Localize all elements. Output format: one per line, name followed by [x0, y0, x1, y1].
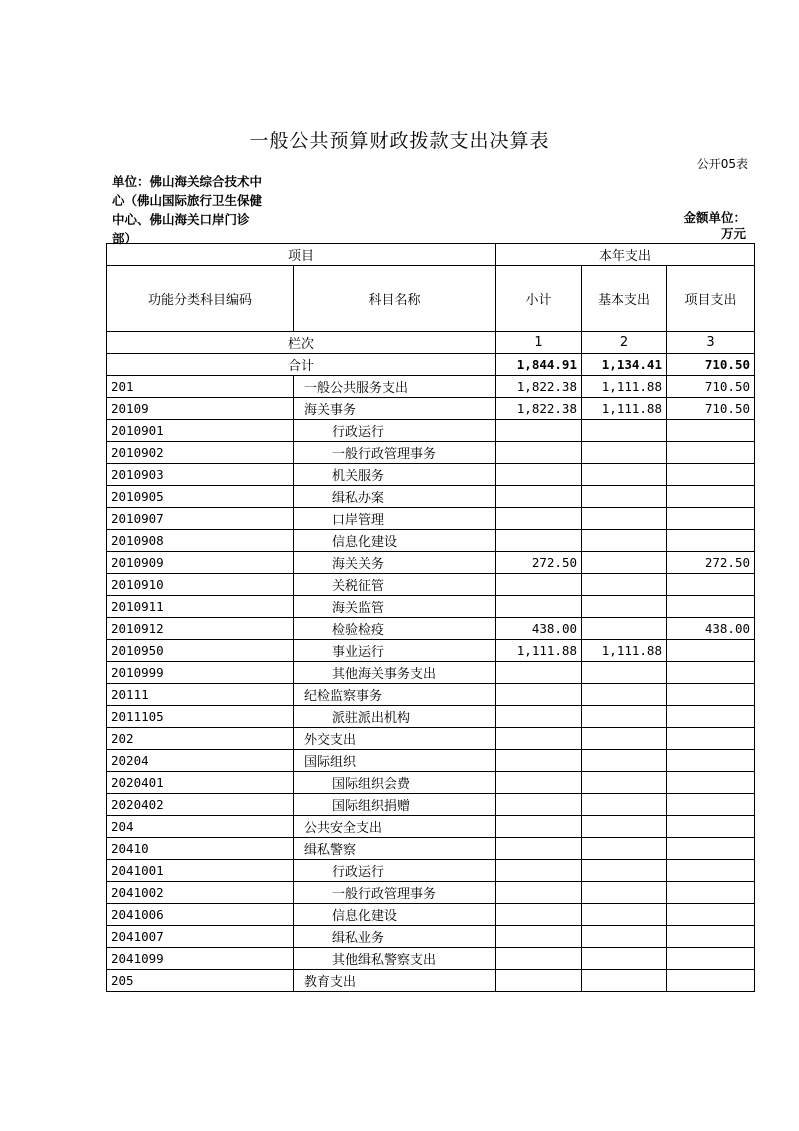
row-basic [582, 662, 667, 684]
row-subtotal [496, 662, 582, 684]
row-subtotal [496, 860, 582, 882]
row-project [667, 420, 755, 442]
row-project [667, 882, 755, 904]
table-row [107, 574, 755, 596]
row-project [667, 574, 755, 596]
table-row [107, 706, 755, 728]
row-subtotal [496, 596, 582, 618]
row-basic [582, 464, 667, 486]
row-project [667, 772, 755, 794]
expenditure-table [106, 243, 755, 992]
row-subtotal: 1,111.88 [496, 640, 582, 662]
header-current-year: 本年支出 [496, 244, 755, 266]
row-name: 行政运行 [294, 420, 496, 442]
row-name: 海关关务 [294, 552, 496, 574]
row-code: 2010950 [107, 640, 294, 662]
table-row [107, 838, 755, 860]
row-code: 20111 [107, 684, 294, 706]
row-code: 2041001 [107, 860, 294, 882]
header-project-exp: 项目支出 [667, 266, 755, 332]
table-row [107, 794, 755, 816]
table-row [107, 860, 755, 882]
column-number-3: 3 [667, 332, 755, 354]
page-title: 一般公共预算财政拨款支出决算表 [249, 130, 550, 152]
table-row [107, 552, 755, 574]
row-name: 信息化建设 [294, 904, 496, 926]
table-row [107, 618, 755, 640]
row-basic [582, 596, 667, 618]
row-project [667, 838, 755, 860]
row-project [667, 508, 755, 530]
row-name: 事业运行 [294, 640, 496, 662]
row-basic [582, 684, 667, 706]
row-name: 关税征管 [294, 574, 496, 596]
row-basic [582, 706, 667, 728]
row-code: 2041006 [107, 904, 294, 926]
table-row [107, 904, 755, 926]
row-project [667, 706, 755, 728]
total-project: 710.50 [667, 354, 755, 376]
row-subtotal [496, 904, 582, 926]
row-project [667, 816, 755, 838]
row-basic: 1,111.88 [582, 640, 667, 662]
row-name: 国际组织捐赠 [294, 794, 496, 816]
row-code: 204 [107, 816, 294, 838]
row-name: 一般行政管理事务 [294, 442, 496, 464]
row-name: 检验检疫 [294, 618, 496, 640]
row-subtotal [496, 442, 582, 464]
row-subtotal [496, 420, 582, 442]
row-subtotal [496, 486, 582, 508]
row-basic [582, 794, 667, 816]
row-subtotal [496, 838, 582, 860]
row-basic [582, 618, 667, 640]
row-project [667, 904, 755, 926]
table-row [107, 596, 755, 618]
row-subtotal: 1,822.38 [496, 398, 582, 420]
row-name: 派驻派出机构 [294, 706, 496, 728]
row-name: 国际组织会费 [294, 772, 496, 794]
table-row [107, 442, 755, 464]
column-number-1: 1 [496, 332, 582, 354]
row-name: 缉私警察 [294, 838, 496, 860]
row-code: 2010911 [107, 596, 294, 618]
row-code: 2010909 [107, 552, 294, 574]
row-basic [582, 838, 667, 860]
row-code: 2010910 [107, 574, 294, 596]
table-row [107, 530, 755, 552]
table-row [107, 486, 755, 508]
row-code: 202 [107, 728, 294, 750]
row-code: 2010907 [107, 508, 294, 530]
row-basic [582, 882, 667, 904]
row-basic [582, 816, 667, 838]
table-row [107, 926, 755, 948]
row-subtotal [496, 882, 582, 904]
row-name: 公共安全支出 [294, 816, 496, 838]
row-name: 缉私办案 [294, 486, 496, 508]
row-project [667, 970, 755, 992]
table-row [107, 640, 755, 662]
row-project [667, 596, 755, 618]
row-name: 海关事务 [294, 398, 496, 420]
row-basic: 1,111.88 [582, 376, 667, 398]
row-name: 机关服务 [294, 464, 496, 486]
column-number-label: 栏次 [107, 332, 496, 354]
row-basic [582, 750, 667, 772]
row-code: 20410 [107, 838, 294, 860]
row-name: 其他海关事务支出 [294, 662, 496, 684]
row-code: 2010901 [107, 420, 294, 442]
header-subject-name: 科目名称 [294, 266, 496, 332]
table-row [107, 398, 755, 420]
row-subtotal [496, 464, 582, 486]
row-name: 国际组织 [294, 750, 496, 772]
row-project [667, 684, 755, 706]
row-name: 教育支出 [294, 970, 496, 992]
row-code: 2010908 [107, 530, 294, 552]
row-code: 2010905 [107, 486, 294, 508]
row-subtotal [496, 772, 582, 794]
row-project [667, 750, 755, 772]
row-code: 2041002 [107, 882, 294, 904]
table-row [107, 464, 755, 486]
row-name: 信息化建设 [294, 530, 496, 552]
column-number-2: 2 [582, 332, 667, 354]
table-row [107, 728, 755, 750]
table-row [107, 970, 755, 992]
table-row [107, 376, 755, 398]
table-row [107, 816, 755, 838]
row-project [667, 728, 755, 750]
row-project [667, 948, 755, 970]
row-name: 口岸管理 [294, 508, 496, 530]
row-code: 2010912 [107, 618, 294, 640]
row-project [667, 464, 755, 486]
row-basic [582, 772, 667, 794]
row-subtotal [496, 574, 582, 596]
row-subtotal: 438.00 [496, 618, 582, 640]
row-code: 2041007 [107, 926, 294, 948]
row-project [667, 926, 755, 948]
row-basic [582, 442, 667, 464]
row-name: 一般公共服务支出 [294, 376, 496, 398]
table-row [107, 662, 755, 684]
row-name: 行政运行 [294, 860, 496, 882]
row-subtotal [496, 706, 582, 728]
row-basic [582, 508, 667, 530]
row-project [667, 442, 755, 464]
row-code: 2011105 [107, 706, 294, 728]
header-func-code: 功能分类科目编码 [107, 266, 294, 332]
row-basic [582, 574, 667, 596]
row-project [667, 662, 755, 684]
row-code: 20109 [107, 398, 294, 420]
row-project: 710.50 [667, 398, 755, 420]
table-row [107, 508, 755, 530]
row-subtotal [496, 926, 582, 948]
row-basic [582, 728, 667, 750]
row-project [667, 486, 755, 508]
row-project [667, 640, 755, 662]
row-code: 2010999 [107, 662, 294, 684]
row-basic [582, 904, 667, 926]
row-subtotal [496, 508, 582, 530]
table-row [107, 750, 755, 772]
row-project: 710.50 [667, 376, 755, 398]
row-subtotal [496, 530, 582, 552]
row-subtotal [496, 684, 582, 706]
header-project: 项目 [107, 244, 496, 266]
table-row [107, 684, 755, 706]
row-name: 外交支出 [294, 728, 496, 750]
unit-label: 单位：佛山海关综合技术中心（佛山国际旅行卫生保健中心、佛山海关口岸门诊部） [112, 174, 263, 246]
row-basic: 1,111.88 [582, 398, 667, 420]
row-subtotal: 1,822.38 [496, 376, 582, 398]
header-basic: 基本支出 [582, 266, 667, 332]
table-row [107, 948, 755, 970]
total-label: 合计 [107, 354, 496, 376]
row-code: 2010903 [107, 464, 294, 486]
row-project: 272.50 [667, 552, 755, 574]
row-basic [582, 420, 667, 442]
row-basic [582, 970, 667, 992]
row-code: 201 [107, 376, 294, 398]
row-code: 2020402 [107, 794, 294, 816]
row-name: 海关监管 [294, 596, 496, 618]
row-project: 438.00 [667, 618, 755, 640]
row-subtotal [496, 816, 582, 838]
row-subtotal [496, 750, 582, 772]
row-basic [582, 486, 667, 508]
row-name: 纪检监察事务 [294, 684, 496, 706]
row-subtotal: 272.50 [496, 552, 582, 574]
row-project [667, 794, 755, 816]
row-code: 2010902 [107, 442, 294, 464]
row-name: 其他缉私警察支出 [294, 948, 496, 970]
row-project [667, 860, 755, 882]
row-basic [582, 860, 667, 882]
total-subtotal: 1,844.91 [496, 354, 582, 376]
row-subtotal [496, 948, 582, 970]
row-project [667, 530, 755, 552]
header-subtotal: 小计 [496, 266, 582, 332]
table-row [107, 882, 755, 904]
total-basic: 1,134.41 [582, 354, 667, 376]
row-basic [582, 926, 667, 948]
row-code: 205 [107, 970, 294, 992]
row-subtotal [496, 794, 582, 816]
row-basic [582, 948, 667, 970]
row-subtotal [496, 728, 582, 750]
row-name: 一般行政管理事务 [294, 882, 496, 904]
amount-unit-value: 万元 [720, 226, 746, 241]
table-row [107, 772, 755, 794]
row-code: 2020401 [107, 772, 294, 794]
row-code: 20204 [107, 750, 294, 772]
row-name: 缉私业务 [294, 926, 496, 948]
amount-unit-label: 金额单位： [683, 210, 746, 225]
row-subtotal [496, 970, 582, 992]
table-row [107, 420, 755, 442]
row-basic [582, 552, 667, 574]
row-code: 2041099 [107, 948, 294, 970]
row-basic [582, 530, 667, 552]
form-number: 公开05表 [696, 157, 748, 171]
